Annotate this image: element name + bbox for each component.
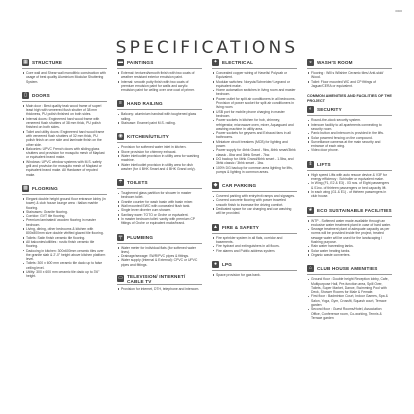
spec-item: Toughened glass partition for shower in master bedroom toilet.	[117, 191, 202, 200]
section-title: KITCHEN/UTILITY	[127, 134, 170, 140]
spec-item: Flooring : Will s Wilshire Ceramic tiles/ Anti-skid/ Wood.	[307, 71, 392, 80]
door-icon: ▯	[22, 92, 29, 99]
section-title: ECO SUSTAINABLE FACILITIES	[317, 207, 392, 213]
section-title: TOILETS	[127, 180, 148, 186]
section-title: LPG	[222, 261, 233, 267]
section-title: HAND RAILING	[127, 101, 163, 107]
spec-item: Corridor: GVT tile flooring.	[22, 214, 107, 218]
spec-section	[307, 57, 392, 88]
spec-columns	[22, 57, 392, 408]
spec-item: Water supply (Internal & External): CPVC or UPVC pipes and fittings.	[117, 258, 202, 267]
spec-list	[117, 287, 202, 291]
spec-section	[307, 159, 392, 199]
spec-item: Internal: smooth putty finish with two coats of premium emulsion paint for walls and acrylic emulsion paint for ceiling over one coat of primer.	[117, 80, 202, 93]
sink-icon: ◒	[308, 59, 313, 65]
section-header	[117, 57, 202, 69]
column-3	[212, 57, 297, 408]
spec-item: Rain water harvesting tanks.	[307, 244, 392, 248]
spec-list	[307, 277, 392, 320]
shower-icon: ☂	[118, 179, 123, 186]
spec-item: Balconies: UPVC French doors with sliding glass shutters and provision for mosquito mesh of Maplast or equivalent brand make.	[22, 147, 107, 160]
spec-item: Windows: UPVC window systems with M.S. safety grill and provision for mosquito mesh of Maplast or equivalent brand make. All Hardware of reputed make.	[22, 160, 107, 177]
section-header	[212, 57, 297, 69]
spec-item: High speed Lifts with auto rescue device & V3F for energy efficiency : Schindler or equivalent make.	[307, 173, 392, 182]
spec-item: External: textured/smooth finish with two coats of weather resistant exterior emulsion paint.	[117, 71, 202, 80]
section-header	[307, 159, 392, 171]
section-header	[307, 205, 392, 217]
section-title: STRUCTURE	[32, 60, 63, 65]
spec-list	[22, 197, 107, 279]
spec-item: Stove provision for chimney exhaust.	[117, 150, 202, 154]
spec-item: Core wall and Shear wall monolithic construction with usage of best quality Aluminium Modular Shuttering System.	[22, 71, 107, 84]
spec-item: Solar powered fencing on the compound.	[307, 136, 392, 140]
spec-item: Intercom facility to all apartments connecting to security room.	[307, 123, 392, 132]
section-title: TELEVISION/ INTERNET/ CABLE TV	[127, 273, 186, 284]
club-house-icon: ⌂	[308, 265, 313, 272]
spec-item: Toilet: Floor mounted WC and CP fittings of Jaguar/CERA or equivalent.	[307, 80, 392, 89]
spec-section	[212, 222, 297, 253]
spec-item: Round-the-clock security system.	[307, 118, 392, 122]
spec-list	[22, 71, 107, 84]
spec-item: Living, dining, other bedrooms & kitchen with 800x800mm size double vitrified glazed tile flooring.	[22, 227, 107, 236]
section-title: PAINTINGS	[127, 60, 154, 65]
spec-list	[117, 246, 202, 267]
spec-section	[117, 131, 202, 171]
spec-section	[22, 90, 107, 177]
spec-item: Space provision for gas bank.	[212, 273, 297, 277]
spec-item: Drainage/sewage: SWR/PVC pipes & fittings.	[117, 254, 202, 258]
tiles-icon: ▩	[23, 184, 28, 191]
spec-section	[117, 177, 202, 225]
spec-item: Toilet and utility doors: Engineered hard wood frame with veneered flush shutters of 32 mm thick, PU polish finish on one side and laminate finish on the other side.	[22, 130, 107, 147]
spec-section	[307, 263, 392, 320]
spec-item: Single lever diverter cum shower.	[117, 208, 202, 212]
cctv-icon: ◐	[308, 106, 313, 113]
spec-list	[307, 118, 392, 152]
tv-icon: ▭	[118, 275, 123, 282]
section-title: CLUB HOUSE AMENITIES	[317, 266, 378, 272]
section-header	[22, 57, 107, 69]
spec-item: Toilets: 300 x 600 mm ceramic tile dado up to false ceiling level.	[22, 261, 107, 270]
spec-item: Home automation switches in living room and master bedroom.	[212, 88, 297, 97]
spec-item: Concealed copper wiring of Havells/ Polycab or Equivalent.	[212, 71, 297, 80]
car-icon: ◆	[213, 182, 218, 189]
spec-item: Dedicated space for car charging and car washing will be provided.	[212, 207, 297, 216]
spec-list	[22, 104, 107, 177]
railing-icon: ≡	[117, 100, 124, 107]
section-header	[307, 57, 392, 69]
section-title: CAR PARKING	[222, 183, 257, 189]
paint-roller-icon: ▬	[118, 59, 123, 65]
spec-item: Water inlet/outlet provision in utility area for dish washer (for 4 BHK Smart and 4 BHK Grand only).	[117, 163, 202, 172]
section-title: ELECTRICAL	[222, 60, 254, 65]
spec-item: Power outlet for split air conditioners in all bedrooms. Provision of power socket for split air conditioners in living room.	[212, 97, 297, 110]
spec-item: Fire hydrant and extinguishers in all floors.	[212, 244, 297, 248]
spec-list	[212, 71, 297, 174]
spec-list	[117, 112, 202, 125]
spec-item: Wall mounted EWC with concealed flush tank.	[117, 204, 202, 208]
section-title: WASH'S ROOM	[317, 60, 353, 65]
fire-icon: ▲	[213, 223, 218, 230]
spec-item: Main door : Best quality teak wood frame of superl least high with veneered flush shutter of 38 mm thickness, PU polish finished on both sides.	[22, 104, 107, 117]
spec-list	[117, 191, 202, 225]
spec-item: Provision for internet, DTH, telephone and intercom.	[117, 287, 202, 291]
spec-item: Provision for softened water inlet in kitchen.	[117, 145, 202, 149]
section-header	[117, 98, 202, 110]
spec-item: Modular switches: Norysis/Schneider/ Legrand or equivalent make.	[212, 80, 297, 89]
spec-item: In Wing (F1, E2 & E3) - 03 nos. of Eight passengers & 01no. of thirteen passengers or bed capacity lift.	[307, 181, 392, 190]
section-header	[117, 177, 202, 189]
page-number: 0000	[395, 9, 402, 13]
section-header	[117, 232, 202, 244]
spec-item: Water inlet/outlet provision in utility area for washing machine.	[117, 154, 202, 163]
bulb-icon: ✦	[213, 59, 218, 65]
spec-item: 100% DG backup for common area lighting for lifts, pumps & lighting in common areas.	[212, 166, 297, 175]
spec-item: Dadooing in kitchen: 300x600mm ceramic tiles over the granite slab & 2'-0" height above kitchen platform level.	[22, 249, 107, 262]
stove-icon: ◉	[118, 133, 123, 140]
spec-item: Solar water heating tanks.	[307, 249, 392, 253]
spec-item: Sanitary ware: TOTO or Grohe or equivalent.	[117, 213, 202, 217]
spec-item: Covered concrete flooring with power troweled smooth finish to increase the driving comfort.	[212, 198, 297, 207]
spec-section	[307, 205, 392, 258]
page-title: SPECIFICATIONS	[115, 38, 299, 59]
spec-item: In master bedroom toilet: vanity with premium CP fittings of Grohe or equivalent make/brand.	[117, 217, 202, 226]
spec-item: Granite counter for wash basin with basin mixer.	[117, 200, 202, 204]
spec-item: DG backup for 4bhk Grand/4bhk smart - 1.5kw, and 3bhk classic / 3bhk smart - 1kw.	[212, 157, 297, 166]
column-4	[307, 57, 392, 408]
section-title: SECURITY	[317, 107, 342, 113]
elevator-icon: ⇕	[308, 160, 313, 167]
spec-item: Fire alarms and Public address system.	[212, 249, 297, 253]
spec-list	[307, 219, 392, 258]
section-title: DOORS	[32, 92, 50, 98]
section-header	[117, 131, 202, 143]
column-1	[22, 57, 107, 408]
section-title: FIRE & SAFETY	[222, 224, 260, 230]
spec-section	[212, 57, 297, 174]
spec-item: Premium laminated/ wooden flooring in master bedroom.	[22, 218, 107, 227]
column-2	[117, 57, 202, 408]
spec-item: Toilets: Satin finish ceramic tile flooring.	[22, 236, 107, 240]
spec-item: Power supply for 4bhk Grand - 9kw, 4bhk smart/3bhk classic - 8kw and 3bhk Smart - 7kw.	[212, 148, 297, 157]
spec-item: Miniature circuit breakers (MCB) for lighting and power.	[212, 140, 297, 149]
spec-item: All balconies/utilities : rustic finish ceramic tile flooring.	[22, 240, 107, 249]
spec-item: Video door phone.	[307, 148, 392, 152]
section-header	[212, 180, 297, 192]
spec-item: Water meter for individual flats (for softened water lines).	[117, 246, 202, 255]
spec-item: Power sockets in kitchen for hob, chimney, refrigerator, microwave oven, mixer, Aquaguard and washing machine in utility area.	[212, 118, 297, 131]
spec-item: Elegant double height ground floor entrance lobby (in tower) & club house lounge area : Italian marble flooring.	[22, 197, 107, 210]
spec-section	[117, 98, 202, 125]
spec-section	[117, 273, 202, 291]
spec-item: Balcony: aluminium handrail with toughened glass railing.	[117, 112, 202, 121]
section-header	[117, 273, 202, 285]
spec-section	[212, 180, 297, 215]
section-header	[212, 259, 297, 271]
spec-list	[117, 145, 202, 171]
building-icon: ▦	[23, 59, 28, 65]
section-title: FLOORING	[32, 185, 58, 191]
spec-list	[307, 71, 392, 88]
spec-item: Ground floor : Double height Reception lobby, Cafe, Multipurpose Hall, Pre-function area, Spill Over, Toilets, Super Market, Dance, Swimming Pool with Deck, Shower Rooms for Male & Female.	[307, 277, 392, 294]
spec-item: Covered parking with entry/exit ramps and signages.	[212, 194, 297, 198]
spec-item: Power sockets for geysers and Exhaust fans in all bathrooms.	[212, 131, 297, 140]
section-subtitle: COMMON AMENITIES AND FACILITIES OF THE PROJECT	[307, 94, 392, 103]
leaf-icon: ❦	[308, 206, 313, 213]
spec-list	[212, 194, 297, 215]
spec-item: Second floor : Guest Rooms/Hotel, Association Office, Conference room, Co-working, Tennis & Terrace garden	[307, 307, 392, 320]
spec-item: USB port for mobile phone charging in master bedroom.	[212, 110, 297, 119]
spec-section	[117, 57, 202, 92]
spec-list	[307, 173, 392, 199]
spec-item: Staircases: Granite flooring.	[22, 210, 107, 214]
spec-item: Fire sprinkler system in all flats, corridor and basements.	[212, 236, 297, 245]
spec-item: WTP - Softened water made available through an exclusive water treatment plant in case of hard water.	[307, 219, 392, 228]
spec-item: Panic button and intercom is provided in the lifts.	[307, 131, 392, 135]
spec-item: In each wing (G1 & E1) - of thirteen passengers in club house.	[307, 190, 392, 199]
spec-item: Surveillance cameras at the main security and entrance of each wing.	[307, 140, 392, 149]
section-header	[22, 90, 107, 102]
section-title: LIFTS	[317, 161, 331, 167]
spec-item: Sewage treatment plant of adequate capacity as per norms will be provided inside the project, treated sewage water will be used for the landscaping / flushing purpose.	[307, 227, 392, 244]
section-header	[307, 263, 392, 275]
spec-section	[117, 232, 202, 267]
spec-section	[212, 259, 297, 277]
spec-item: First floor : Badminton Court, Indoor Games, Spa & Salon, Yoga, Gym, Crossfit, Squash court, Terrace garden	[307, 294, 392, 307]
spec-list	[212, 236, 297, 253]
spec-item: Staircase: Enamel paint M.S. railing.	[117, 121, 202, 125]
section-header	[307, 104, 392, 116]
spec-section	[22, 183, 107, 279]
spec-list	[212, 273, 297, 277]
section-title: PLUMBING	[127, 234, 154, 240]
spec-section	[22, 57, 107, 84]
spec-item: Internal doors: Engineered hard wood frame with veneered flush shutters of 38 mm thick, PU polish finished on both sides.	[22, 117, 107, 130]
section-header	[22, 183, 107, 195]
gas-cylinder-icon: ●	[213, 260, 218, 267]
spec-section	[307, 104, 392, 152]
spec-list	[117, 71, 202, 92]
spec-item: Utility: 300 x 600 mm ceramic tile dado up to 3'6" height.	[22, 270, 107, 279]
spec-item: Organic waste converters.	[307, 253, 392, 257]
section-header	[212, 222, 297, 234]
pipe-icon: ╤	[118, 233, 123, 240]
